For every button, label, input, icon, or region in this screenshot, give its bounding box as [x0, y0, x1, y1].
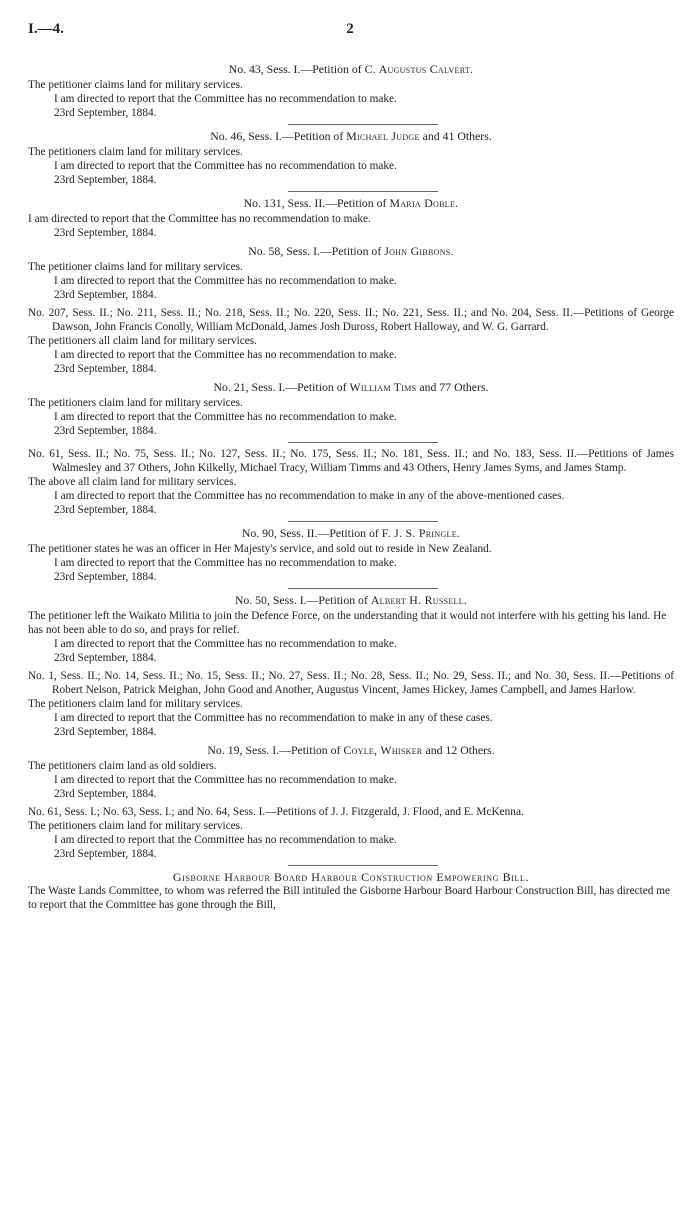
petition-section	[28, 593, 674, 665]
bill-section	[28, 870, 674, 912]
petition-section	[28, 743, 674, 801]
committee-report: I am directed to report that the Committee has no recommendation to make.	[54, 349, 397, 361]
petition-section	[28, 447, 674, 522]
committee-report: I am directed to report that the Committee has no recommendation to make.	[54, 411, 397, 423]
petition-heading: No. 58, Sess. I.—Petition of John Gibbons.	[248, 244, 454, 258]
petition-statement: The petitioner states he was an officer in Her Majesty's service, and sold out to reside in New Zealand.	[28, 543, 492, 555]
petition-heading: No. 19, Sess. I.—Petition of Coyle, Whisker and 12 Others.	[207, 743, 495, 757]
report-date: 23rd September, 1884.	[54, 504, 157, 516]
committee-report: I am directed to report that the Committee has no recommendation to make.	[54, 834, 397, 846]
committee-report: I am directed to report that the Committee has no recommendation to make.	[54, 638, 397, 650]
petition-statement: The petitioners claim land for military services.	[28, 397, 243, 409]
bill-report: The Waste Lands Committee, to whom was referred the Bill intituled the Gisborne Harbour Board Harbour Construction Bill, has directed me to report that the Committee has gone through the Bill,	[28, 885, 671, 911]
report-date: 23rd September, 1884.	[54, 848, 157, 860]
petition-section	[28, 129, 674, 192]
petition-section	[28, 669, 674, 739]
petition-statement: The petitioners claim land for military services.	[28, 820, 243, 832]
section-divider	[288, 191, 438, 192]
petition-heading: No. 43, Sess. I.—Petition of C. Augustus Calvert.	[228, 62, 474, 76]
petition-section	[28, 306, 674, 376]
petition-section	[28, 805, 674, 866]
report-date: 23rd September, 1884.	[54, 788, 157, 800]
petition-statement: The petitioner claims land for military services.	[28, 261, 243, 273]
report-date: 23rd September, 1884.	[54, 571, 157, 583]
report-date: 23rd September, 1884.	[54, 289, 157, 301]
report-date: 23rd September, 1884.	[54, 363, 157, 375]
document-reference: I.—4.	[28, 21, 64, 37]
report-date: 23rd September, 1884.	[54, 425, 157, 437]
petition-heading: No. 61, Sess. II.; No. 75, Sess. II.; No. 127, Sess. II.; No. 175, Sess. II.; No. 181, Sess. II.; and No. 183, Sess. II.—Petitions of James Walmesley and 37 Others, John Kilkelly, Michael Tracy, William Timms and 43 Others, Henry James Syms, and James Stamp.	[28, 448, 674, 474]
petition-heading: No. 46, Sess. I.—Petition of Michael Judge and 41 Others.	[210, 129, 492, 143]
petition-section	[28, 196, 674, 240]
petition-statement: The petitioners claim land for military services.	[28, 698, 243, 710]
petition-heading: No. 131, Sess. II.—Petition of Maria Doble.	[243, 196, 459, 210]
committee-report: I am directed to report that the Committee has no recommendation to make.	[54, 557, 397, 569]
petition-heading: No. 1, Sess. II.; No. 14, Sess. II.; No. 15, Sess. II.; No. 27, Sess. II.; No. 28, Sess. II.; No. 29, Sess. II.; and No. 30, Sess. II.—Petitions of Robert Nelson, Patrick Meighan, John Good and Another, Augustus Vincent, James Hickey, James Campbell, and James Harlow.	[28, 670, 674, 696]
document-body	[28, 62, 674, 916]
petition-statement: The petitioner claims land for military services.	[28, 79, 243, 91]
committee-report: I am directed to report that the Committee has no recommendation to make.	[54, 93, 397, 105]
report-date: 23rd September, 1884.	[54, 227, 157, 239]
section-divider	[288, 521, 438, 522]
committee-report: I am directed to report that the Committee has no recommendation to make.	[54, 275, 397, 287]
petition-heading: No. 207, Sess. II.; No. 211, Sess. II.; No. 218, Sess. II.; No. 220, Sess. II.; No. 221, Sess. II.; and No. 204, Sess. II.—Petitions of George Dawson, John Francis Conolly, William McDonald, James Josh Duross, Robert Halloway, and W. G. Garrard.	[28, 307, 674, 333]
report-date: 23rd September, 1884.	[54, 107, 157, 119]
committee-report: I am directed to report that the Committee has no recommendation to make in any of these cases.	[54, 712, 493, 724]
section-divider	[288, 124, 438, 125]
petition-statement: The petitioners claim land for military services.	[28, 146, 243, 158]
report-date: 23rd September, 1884.	[54, 652, 157, 664]
petition-section	[28, 62, 674, 125]
committee-report: I am directed to report that the Committee has no recommendation to make.	[28, 213, 371, 225]
petition-statement: The petitioners all claim land for military services.	[28, 335, 257, 347]
report-date: 23rd September, 1884.	[54, 726, 157, 738]
petition-heading: No. 50, Sess. I.—Petition of Albert H. Russell.	[234, 593, 468, 607]
petition-section	[28, 380, 674, 443]
petition-heading: No. 21, Sess. I.—Petition of William Tims and 77 Others.	[213, 380, 489, 394]
petition-section	[28, 244, 674, 302]
section-divider	[288, 865, 438, 866]
petition-statement: The petitioners claim land as old soldiers.	[28, 760, 217, 772]
bill-title: Gisborne Harbour Board Harbour Construction Empowering Bill.	[172, 870, 530, 884]
committee-report: I am directed to report that the Committee has no recommendation to make.	[54, 774, 397, 786]
section-divider	[288, 588, 438, 589]
page-header	[28, 22, 672, 42]
petition-section	[28, 526, 674, 589]
committee-report: I am directed to report that the Committee has no recommendation to make.	[54, 160, 397, 172]
committee-report: I am directed to report that the Committee has no recommendation to make in any of the above-mentioned cases.	[54, 490, 565, 502]
petition-statement: The above all claim land for military services.	[28, 476, 237, 488]
report-date: 23rd September, 1884.	[54, 174, 157, 186]
page-number: 2	[346, 21, 354, 37]
petition-heading: No. 90, Sess. II.—Petition of F. J. S. Pringle.	[241, 526, 461, 540]
section-divider	[288, 442, 438, 443]
petition-statement: The petitioner left the Waikato Militia to join the Defence Force, on the understanding that it would not interfere with his getting his land. He has not been able to do so, and prays for relief.	[28, 610, 667, 636]
petition-heading: No. 61, Sess. I.; No. 63, Sess. I.; and No. 64, Sess. I.—Petitions of J. J. Fitzgerald, J. Flood, and E. McKenna.	[28, 806, 524, 818]
